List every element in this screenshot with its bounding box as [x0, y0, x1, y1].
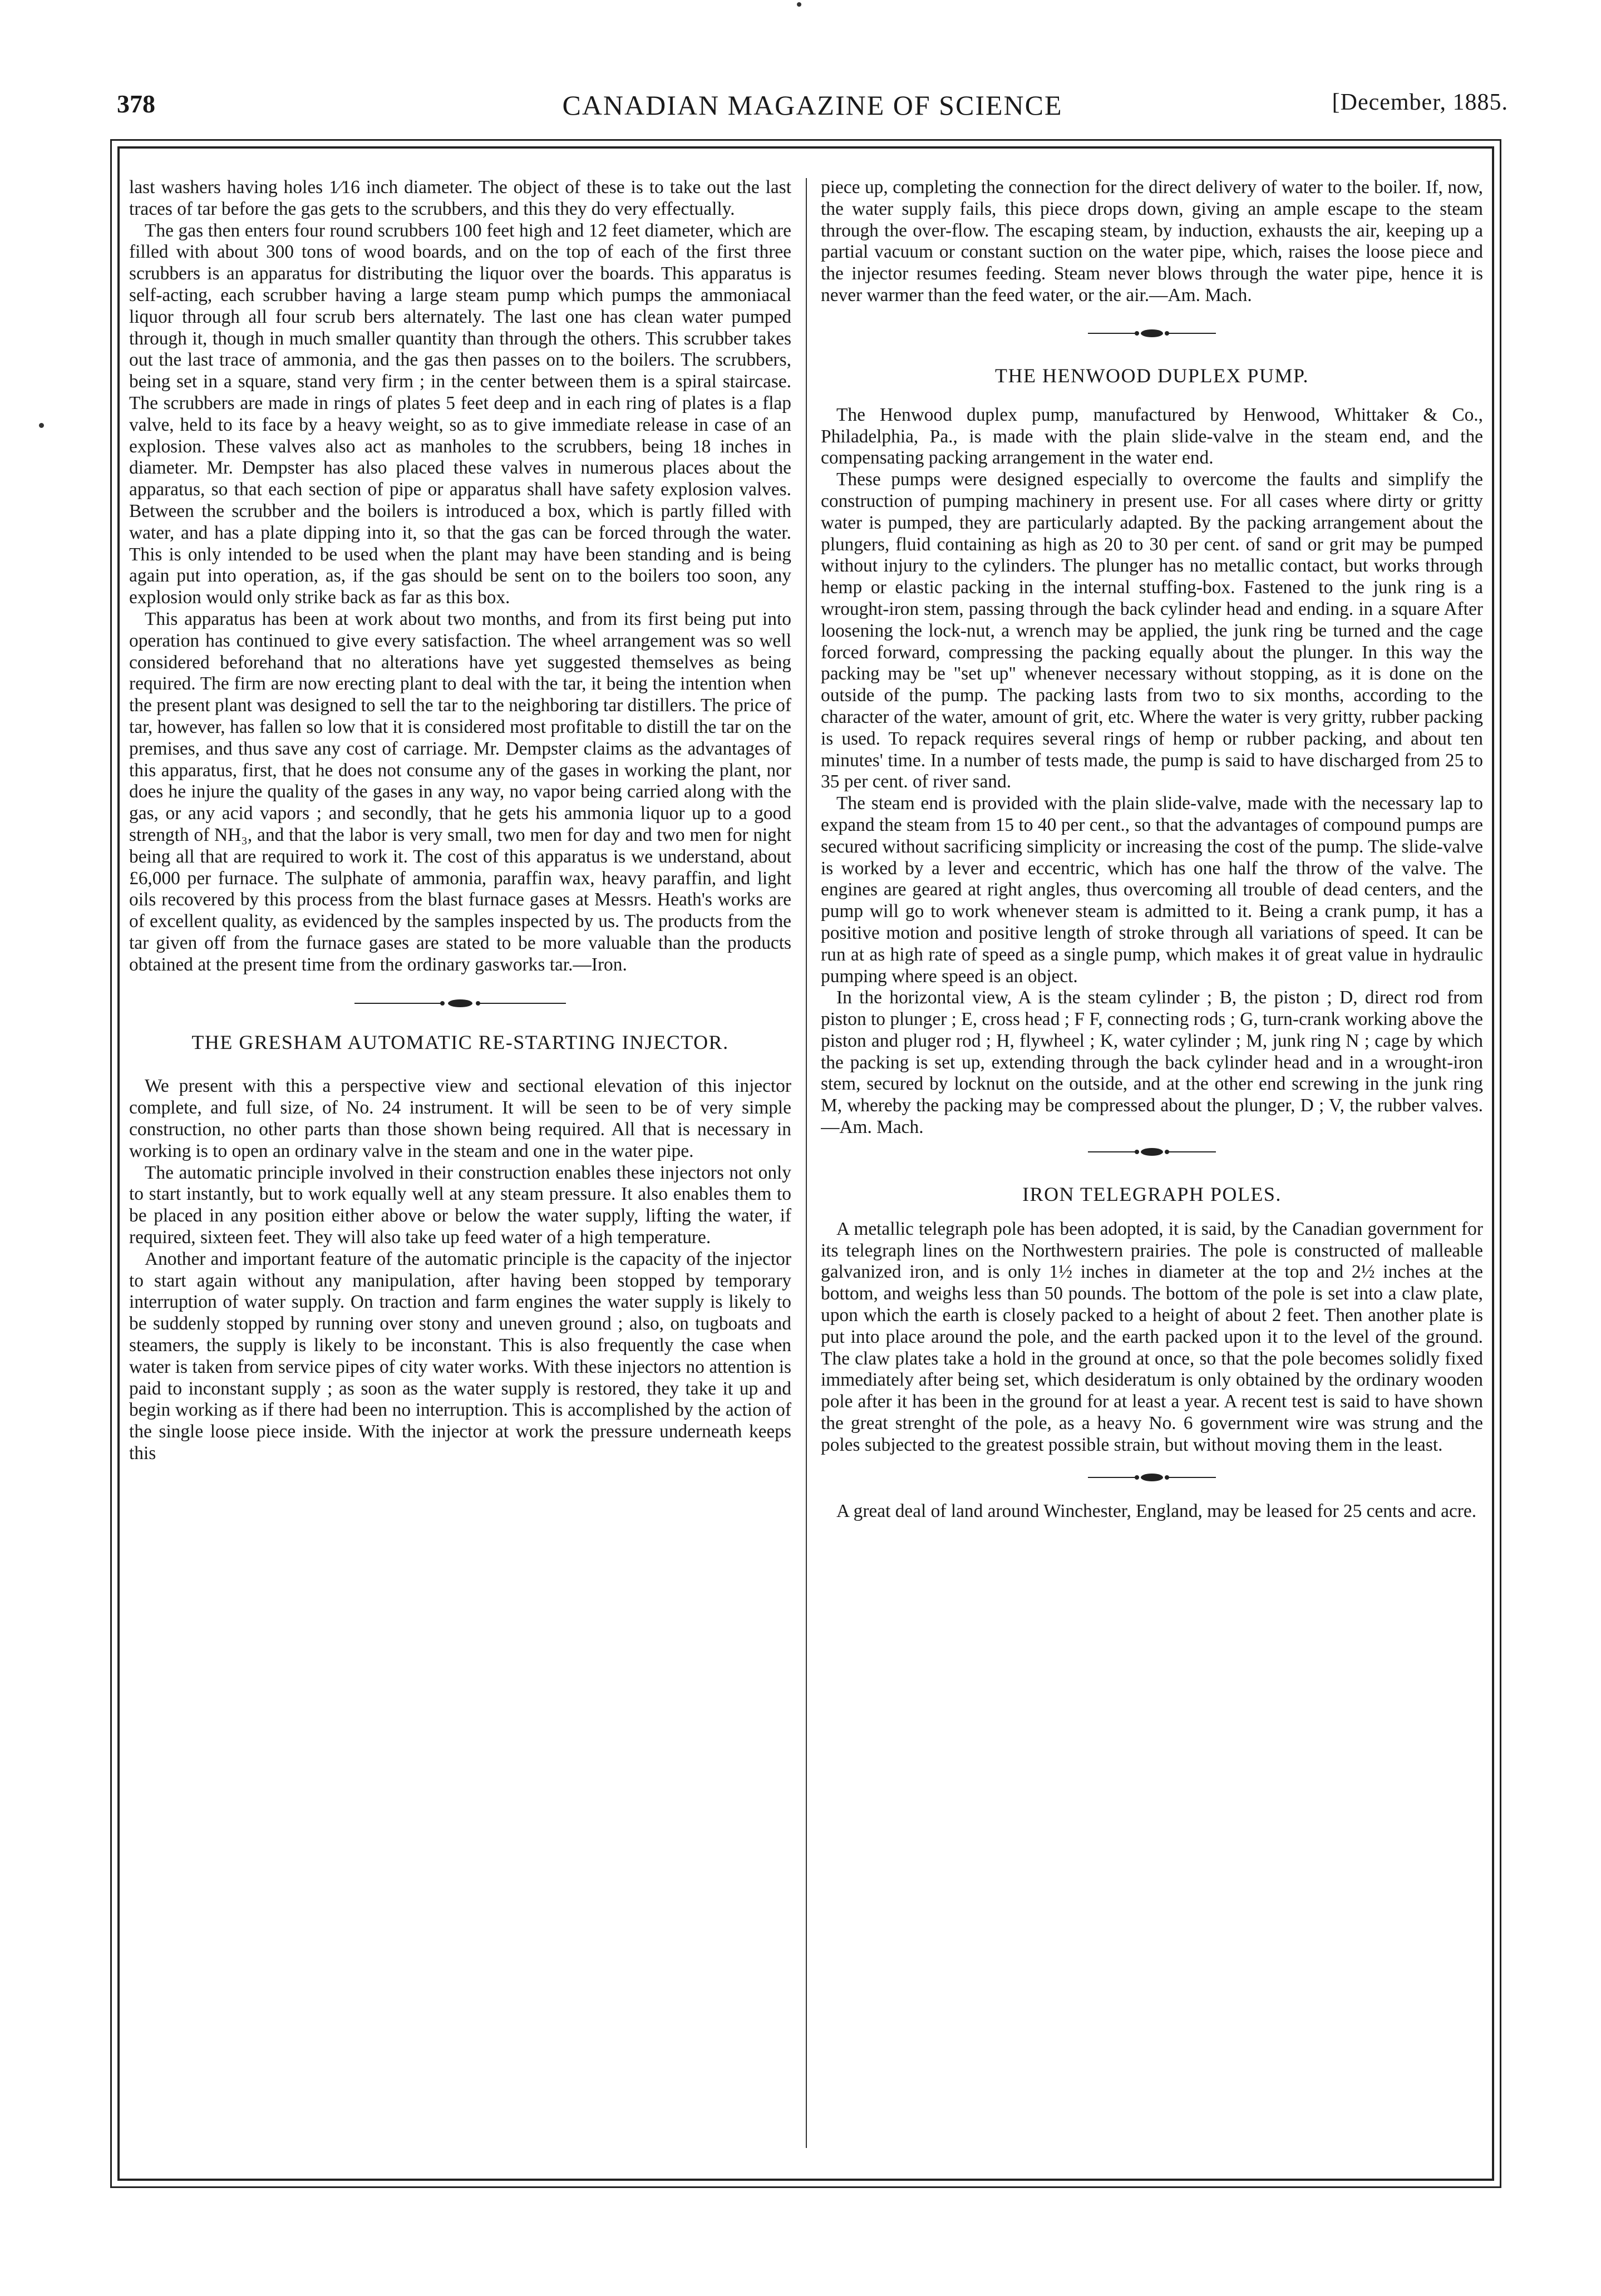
- right-column: [821, 177, 1483, 2158]
- right-paragraph-4: The steam end is provided with the plain slide-valve, made with the necessary lap to expand the steam from 15 to 40 per cent., so that the advantages of compound pumps are secured without sacrificing simplicity or increasing the cost of the pump. The slide-valve is worked by a lever and eccentric, which has one half the throw of the valve. The engines are geared at right angles, thus overcoming all trouble of dead centers, and the pump will go to work whenever steam is admitted to it. Being a crank pump, it has a positive motion and positive length of stroke through all variations of speed. It can be run at as high rate of speed as a single pump, which makes it of great value in hydraulic pumping where speed is an object.: [821, 793, 1483, 987]
- left-paragraph-3: This apparatus has been at work about two months, and from its first being put into operation has continued to give every satisfaction. The wheel arrangement was so well considered beforehand that no alterations have yet suggested themselves as being required. The firm are now erecting plant to deal with the tar, it being the intention when the present plant was designed to sell the tar to the neighboring tar distillers. The price of tar, however, has fallen so low that it is considered most profitable to distill the tar on the premises, and thus save any cost of carriage. Mr. Dempster claims as the advantages of this apparatus, first, that he does not consume any of the gases in working the plant, nor does he injure the quality of the gases in any way, no vapor being carried along with the gas, or any acid vapors ; and secondly, that he gets his ammonia liquor up to a good strength of NH₃, and that the labor is very small, two men for day and two men for night being all that are required to work it. The cost of this apparatus is we understand, about £6,000 per furnace. The sulphate of ammonia, paraffin wax, heavy paraffin, and light oils recovered by this process from the blast furnace gases at Messrs. Heath's works are of excellent quality, as evidenced by the samples inspected by us. The products from the tar given off from the furnace gases are stated to be more valuable than the products obtained at the present time from the ordinary gasworks tar.—Iron.: [129, 608, 791, 975]
- right-paragraph-6: A metallic telegraph pole has been adopted, it is said, by the Canadian government for its telegraph lines on the Northwestern prairies. The pole is constructed of malleable galvanized iron, and is only 1½ inches in diameter at the top and 2½ inches at the bottom, and weighs less than 50 pounds. The bottom of the pole is set into a claw plate, upon which the earth is closely packed to a height of about 2 feet. Then another plate is put into place around the pole, and the earth packed upon it to the level of the ground. The claw plates take a hold in the ground at once, so that the pole becomes solidly fixed immediately after being set, which desideratum is only obtained by the ordinary wooden pole after it has been in the ground for at least a year. A recent test is said to have shown the great strenght of the pole, as a heavy No. 6 government wire was strung and the poles subjected to the greatest possible strain, but without moving them in the least.: [821, 1218, 1483, 1455]
- right-paragraph-3: These pumps were designed especially to overcome the faults and simplify the construction of pumping machinery in present use. For all cases where dirty or gritty water is pumped, they are particularly adapted. By the packing arrangement about the plungers, fluid containing as high as 20 to 30 per cent. of sand or grit may be pumped without injury to the cylinders. The plunger has no metallic contact, but works through hemp or elastic packing in the internal stuffing-box. Fastened to the junk ring is a wrought-iron stem, passing through the back cylinder head and ending. in a square After loosening the lock-nut, a wrench may be applied, the junk ring be turned and the cage forced forward, compressing the packing equally about the plunger. In this way the packing may be "set up" whenever necessary without stopping, as it is done on the outside of the pump. The packing lasts from two to six months, according to the character of the water, amount of grit, etc. Where the water is very gritty, rubber packing is used. To repack requires several rings of hemp or rubber packing, and about ten minutes' time. In a number of tests made, the pump is said to have discharged from 25 to 35 per cent. of river sand.: [821, 469, 1483, 792]
- left-paragraph-4: We present with this a perspective view and sectional elevation of this injector complete, and full size, of No. 24 instrument. It will be seen to be of very simple construction, no other parts than those shown being required. All that is necessary in working is to open an ordinary valve in the steam and one in the water pipe.: [129, 1076, 791, 1161]
- section-ornament: [129, 999, 791, 1008]
- right-paragraph-5: In the horizontal view, A is the steam cylinder ; B, the piston ; D, direct rod from piston to plunger ; E, cross head ; F F, connecting rods ; G, turn-crank working above the piston and pluger rod ; H, flywheel ; K, water cylinder ; M, junk ring N ; cage by which the packing is set up, extending through the back cylinder head and in a wrought-iron stem, secured by locknut on the outside, and at the other end screwing in the junk ring M, whereby the packing may be compressed about the plunger, D ; V, the rubber valves.—Am. Mach.: [821, 987, 1483, 1138]
- left-paragraph-6: Another and important feature of the automatic principle is the capacity of the injector to start again without any manipulation, after having been stopped by temporary interruption of water supply. On traction and farm engines the water supply is likely to be suddenly stopped by running over stony and uneven ground ; also, on tugboats and steamers, the supply is likely to be inconstant. This is also frequently the case when water is taken from service pipes of city water works. With these injectors no attention is paid to inconstant supply ; as soon as the water supply is restored, they take it up and begin working as if there had been no interruption. This is accomplished by the action of the single loose piece inside. With the injector at work the pressure underneath keeps this: [129, 1248, 791, 1464]
- issue-date: [December, 1885.: [1332, 90, 1508, 115]
- page-number: 378: [117, 90, 155, 118]
- left-column: [129, 177, 791, 2158]
- section-ornament: [821, 1147, 1483, 1156]
- left-paragraph-1: last washers having holes 1⁄16 inch diameter. The object of these is to take out the last traces of tar before the gas gets to the scrubbers, and this they do very effectually.: [129, 177, 791, 219]
- section-ornament: [821, 329, 1483, 338]
- section-ornament: [821, 1473, 1483, 1482]
- magazine-title: CANADIAN MAGAZINE OF SCIENCE: [562, 90, 1063, 121]
- right-paragraph-7: A great deal of land around Winchester, England, may be leased for 25 cents and acre.: [836, 1500, 1477, 1521]
- henwood-heading: THE HENWOOD DUPLEX PUMP.: [995, 364, 1309, 387]
- left-paragraph-2: The gas then enters four round scrubbers 100 feet high and 12 feet diameter, which are filled with about 300 tons of wood boards, and on the top of each of the first three scrubbers is an apparatus for distributing the liquor over the boards. This apparatus is self-acting, each scrubber having a large steam pump which pumps the ammoniacal liquor through all four scrub bers alternately. The last one has clean water pumped through it, though in much smaller quantity than through the others. This scrubber takes out the last trace of ammonia, and the gas then passes on to the boilers. The scrubbers, being set in a square, stand very firm ; in the center between them is a spiral staircase. The scrubbers are made in rings of plates 5 feet deep and in each ring of plates is a flap valve, held to its face by a heavy weight, so as to give immediate release in case of an explosion. These valves also act as manholes to the scrubbers, being 18 inches in diameter. Mr. Dempster has also placed these valves in numerous places about the apparatus, so that each section of pipe or apparatus shall have safety explosion valves. Between the scrubber and the boilers is introduced a box, which is partly filled with water, and has a plate dipping into it, so that the gas can be forced through the water. This is only intended to be used when the plant may have been standing and is being again put into operation, as, if the gas should be sent on to the boilers too soon, any explosion would only strike back as far as this box.: [129, 220, 791, 608]
- margin-speck: [39, 423, 44, 428]
- iron-poles-heading: IRON TELEGRAPH POLES.: [1022, 1183, 1282, 1205]
- column-divider: [806, 178, 807, 2148]
- left-paragraph-5: The automatic principle involved in their construction enables these injectors not only to start instantly, but to work equally well at any steam pressure. It also enables them to be placed in any position either above or below the water supply, lifting the water, if required, sixteen feet. They will also take up feed water of a high temperature.: [129, 1162, 791, 1248]
- page-header: [117, 89, 1508, 122]
- right-paragraph-1: piece up, completing the connection for the direct delivery of water to the boiler. If, now, the water supply fails, this piece drops down, giving an ample escape to the steam through the over-flow. The escaping steam, by induction, exhausts the air, keeping up a partial vacuum or constant suction on the water pipe, which, raises the loose piece and the injector resumes feeding. Steam never blows through the water pipe, hence it is never warmer than the feed water, or the air.—Am. Mach.: [821, 177, 1483, 306]
- right-paragraph-2: The Henwood duplex pump, manufactured by Henwood, Whittaker & Co., Philadelphia, Pa., is made with the plain slide-valve in the steam end, and the compensating packing arrangement in the water end.: [821, 404, 1483, 469]
- gresham-heading: THE GRESHAM AUTOMATIC RE-STARTING INJECTOR.: [191, 1031, 729, 1054]
- print-speck: [797, 2, 801, 7]
